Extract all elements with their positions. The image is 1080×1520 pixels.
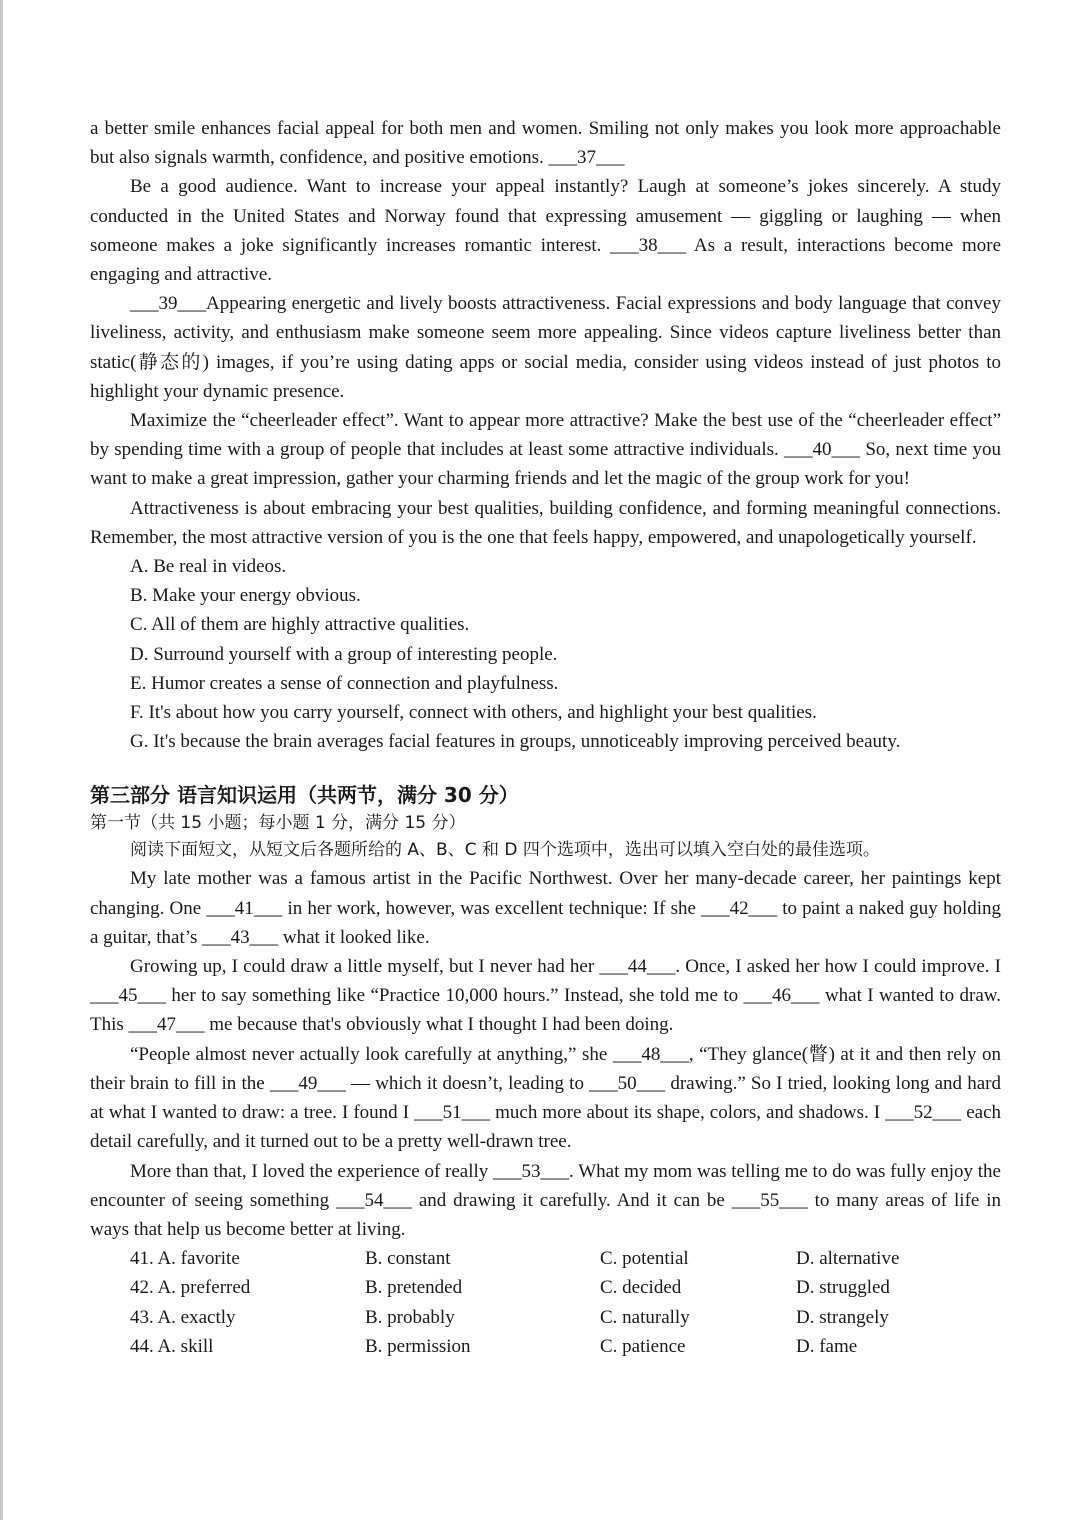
section1-heading: 第一节（共 15 小题；每小题 1 分，满分 15 分）	[90, 813, 466, 834]
passage-paragraph: Attractiveness is about embracing your best qualities, building confidence, and forming meaningful connections. Remember, the most attractive version of you is the one that feels happy, empowered, and unapologetically yourself.	[90, 497, 1001, 548]
choice-b: B. constant	[365, 1248, 451, 1270]
question-list	[90, 1244, 1001, 1361]
choice-c: C. patience	[600, 1335, 686, 1357]
choice-b: B. permission	[365, 1335, 471, 1357]
choice-d: D. strangely	[796, 1306, 889, 1328]
option-d: D. Surround yourself with a group of interesting people.	[130, 643, 558, 665]
cloze-paragraph: Growing up, I could draw a little myself, but I never had her ___44___. Once, I asked her how I could improve. I ___45___ her to say something like “Practice 10,000 hours.” Instead, she told me to ___46___ what I wanted to draw. This ___47___ me because that's obviously what I thought I had been doing.	[90, 956, 1001, 1036]
choice-b: B. pretended	[365, 1277, 463, 1299]
choice-c: C. naturally	[600, 1306, 690, 1328]
option-a: A. Be real in videos.	[130, 556, 287, 578]
choice-c: C. potential	[600, 1248, 689, 1270]
passage-paragraph: Maximize the “cheerleader effect”. Want to appear more attractive? Make the best use of the “cheerleader effect” by spending time with a group of people that includes at least some attractive individuals. ___40___ So, next time you want to make a great impression, gather your charming friends and let the magic of the group work for you!	[90, 410, 1001, 490]
option-f: F. It's about how you carry yourself, connect with others, and highlight your best qualities.	[130, 702, 817, 724]
choice-d: D. alternative	[796, 1248, 900, 1270]
part3-heading: 第三部分 语言知识运用（共两节，满分 30 分）	[90, 783, 519, 808]
question-row	[90, 1273, 1001, 1302]
page-left-edge	[0, 0, 3, 1520]
exam-page	[90, 114, 1001, 1361]
cloze-paragraph: More than that, I loved the experience of really ___53___. What my mom was telling me to do was fully enjoy the encounter of seeing something ___54___ and drawing it carefully. And it can be ___55___ to many areas of life in ways that help us become better at living.	[90, 1160, 1001, 1240]
option-c: C. All of them are highly attractive qualities.	[130, 614, 470, 636]
reading-passage	[90, 114, 1001, 552]
question-row	[90, 1303, 1001, 1332]
cloze-paragraph: “People almost never actually look carefully at anything,” she ___48___, “They glance(瞥) at it and then rely on their brain to fill in the ___49___ — which it doesn’t, leading to ___50___ drawing.” So I tried, looking long and hard at what I wanted to draw: a tree. I found I ___51___ much more about its shape, colors, and shadows. I ___52___ each detail carefully, and it turned out to be a pretty well-drawn tree.	[90, 1043, 1001, 1153]
choice-a: 41. A. favorite	[130, 1248, 240, 1270]
choice-c: C. decided	[600, 1277, 682, 1299]
cloze-passage	[90, 864, 1001, 1244]
cloze-paragraph: My late mother was a famous artist in the Pacific Northwest. Over her many-decade career, her paintings kept changing. One ___41___ in her work, however, was excellent technique: If she ___42___ to paint a naked guy holding a guitar, that’s ___43___ what it looked like.	[90, 868, 1001, 948]
reading-options	[90, 552, 1001, 756]
option-e: E. Humor creates a sense of connection and playfulness.	[130, 672, 559, 694]
option-b: B. Make your energy obvious.	[130, 585, 361, 607]
passage-paragraph: a better smile enhances facial appeal for both men and women. Smiling not only makes you look more approachable but also signals warmth, confidence, and positive emotions. ___37___	[90, 118, 1001, 169]
passage-paragraph: ___39___Appearing energetic and lively boosts attractiveness. Facial expressions and body language that convey liveliness, activity, and enthusiasm make someone seem more appealing. Since videos capture liveliness better than static(静态的) images, if you’re using dating apps or social media, consider using videos instead of just photos to highlight your dynamic presence.	[90, 293, 1001, 402]
choice-a: 42. A. preferred	[130, 1277, 251, 1299]
question-row	[90, 1332, 1001, 1361]
passage-paragraph: Be a good audience. Want to increase your appeal instantly? Laugh at someone’s jokes sincerely. A study conducted in the United States and Norway found that expressing amusement — giggling or laughing — when someone makes a joke significantly increases romantic interest. ___38___ As a result, interactions become more engaging and attractive.	[90, 176, 1001, 286]
option-g: G. It's because the brain averages facial features in groups, unnoticeably improving perceived beauty.	[130, 731, 901, 753]
choice-a: 44. A. skill	[130, 1335, 214, 1357]
instructions: 阅读下面短文，从短文后各题所给的 A、B、C 和 D 四个选项中，选出可以填入空白处的最佳选项。	[130, 840, 880, 861]
question-row	[90, 1244, 1001, 1273]
choice-d: D. fame	[796, 1335, 858, 1357]
choice-d: D. struggled	[796, 1277, 890, 1299]
choice-b: B. probably	[365, 1306, 455, 1328]
choice-a: 43. A. exactly	[130, 1306, 236, 1328]
